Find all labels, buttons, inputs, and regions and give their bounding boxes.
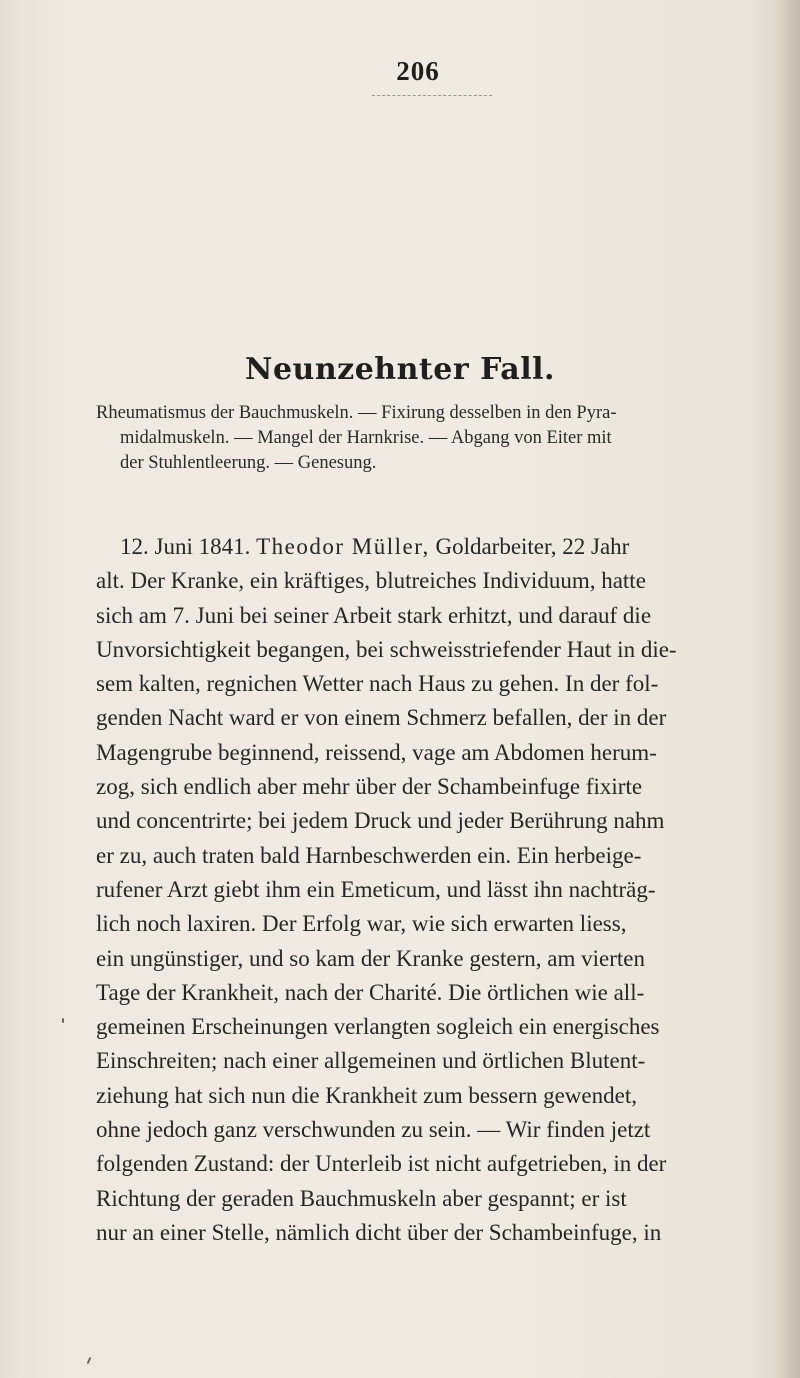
body-line: er zu, auch traten bald Harnbeschwerden ein. Ein herbeige-	[96, 842, 642, 868]
summary-line: der Stuhlentleerung. — Genesung.	[120, 453, 377, 473]
page-number-rule	[372, 95, 492, 96]
summary-line: midalmuskeln. — Mangel der Harnkrise. — Abgang von Eiter mit	[120, 428, 612, 448]
body-line: Richtung der geraden Bauchmuskeln aber gespannt; er ist	[96, 1185, 627, 1211]
body-line: sich am 7. Juni bei seiner Arbeit stark erhitzt, und darauf die	[96, 602, 652, 628]
body-line: Magengrube beginnend, reissend, vage am Abdomen herum-	[96, 739, 657, 765]
case-title: Neunzehnter Fall.	[245, 352, 555, 387]
page-number: 206	[396, 56, 440, 86]
summary-line: Rheumatismus der Bauchmuskeln. — Fixirung desselben in den Pyra-	[96, 403, 617, 423]
ink-speck	[87, 1357, 92, 1364]
body-line: sem kalten, regnichen Wetter nach Haus zu gehen. In der fol-	[96, 671, 659, 697]
body-line: ein ungünstiger, und so kam der Kranke gestern, am vierten	[96, 945, 646, 971]
ink-speck	[62, 1018, 64, 1023]
case-date: 12. Juni 1841.	[120, 534, 257, 559]
body-line: zog, sich endlich aber mehr über der Schambeinfuge fixirte	[96, 774, 643, 800]
body-line: lich noch laxiren. Der Erfolg war, wie sich erwarten liess,	[96, 911, 627, 937]
body-line: folgenden Zustand: der Unterleib ist nicht aufgetrieben, in der	[96, 1151, 667, 1177]
body-line: Einschreiten; nach einer allgemeinen und örtlichen Blutent-	[96, 1048, 646, 1074]
patient-name: Theodor Müller,	[256, 534, 430, 559]
case-body	[96, 530, 786, 1250]
body-line: alt. Der Kranke, ein kräftiges, blutreiches Individuum, hatte	[96, 568, 646, 594]
body-line: ohne jedoch ganz verschwunden zu sein. — Wir finden jetzt	[96, 1117, 651, 1143]
body-line: rufener Arzt giebt ihm ein Emeticum, und lässt ihn nachträg-	[96, 876, 656, 902]
body-first-line	[96, 530, 786, 564]
body-line: Tage der Krankheit, nach der Charité. Die örtlichen wie all-	[96, 979, 645, 1005]
body-line: Unvorsichtigkeit begangen, bei schweisstriefender Haut in die-	[96, 636, 677, 662]
case-summary	[96, 401, 746, 476]
body-line: genden Nacht ward er von einem Schmerz befallen, der in der	[96, 705, 667, 731]
body-line: und concentrirte; bei jedem Druck und jeder Berührung nahm	[96, 808, 665, 834]
patient-occupation: Goldarbeiter, 22 Jahr	[429, 534, 630, 559]
body-line: ziehung hat sich nun die Krankheit zum bessern gewendet,	[96, 1082, 637, 1108]
body-line: nur an einer Stelle, nämlich dicht über der Schambeinfuge, in	[96, 1219, 662, 1245]
body-line: gemeinen Erscheinungen verlangten sogleich ein energisches	[96, 1014, 660, 1040]
